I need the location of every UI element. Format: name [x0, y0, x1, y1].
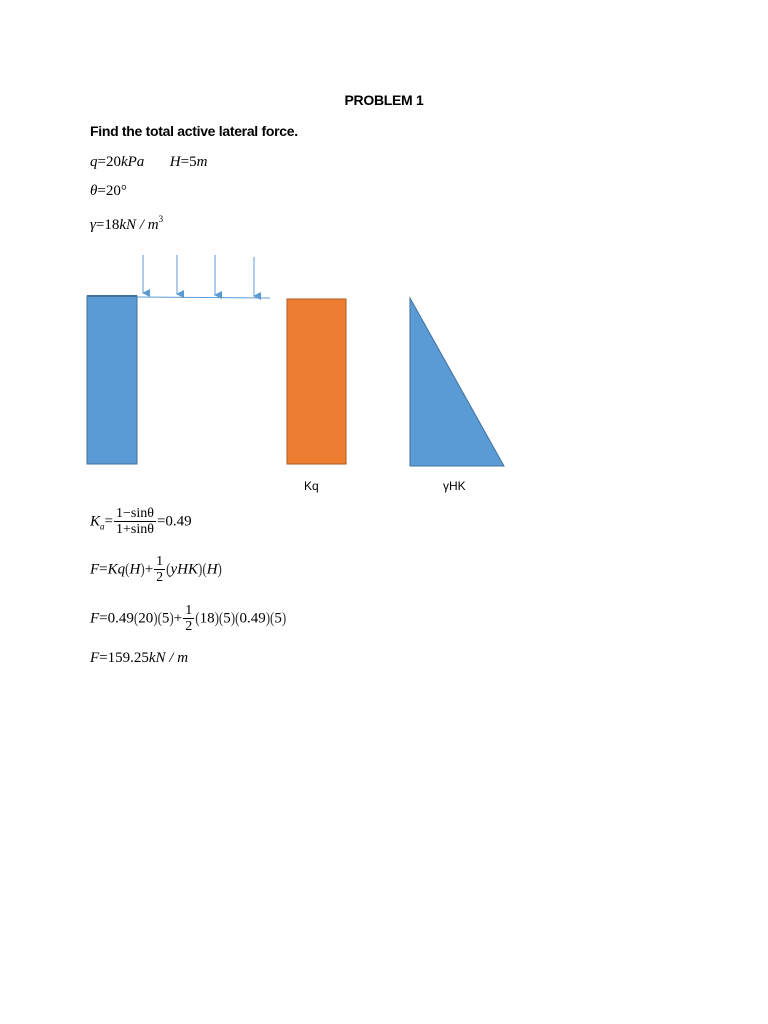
force-unit: kN / m: [148, 650, 189, 666]
force-result: F=159.25kN / m: [90, 650, 189, 666]
page-title: PROBLEM 1: [344, 92, 424, 108]
given-q-h: q=20kPa H=5m: [90, 154, 208, 170]
surface-line: [137, 297, 270, 298]
soil-pressure-triangle: [410, 298, 504, 466]
given-theta: θ=20°: [90, 183, 127, 199]
q-unit: kPa: [120, 154, 145, 170]
q-value: 20: [105, 154, 121, 170]
force-formula: F=Kq(H)+ $\frac{1}{2}$ (yHK)(H): [90, 554, 222, 585]
ka-equation: $K_a=$ $\frac{1-\sin\theta}{1+\sin\theta}$ =0.49: [90, 506, 192, 537]
gamma-value: 18: [104, 217, 120, 233]
wall-rectangle: [87, 296, 137, 464]
h-unit: m: [196, 154, 208, 170]
half-fraction: $\frac{1}{2}$: [156, 554, 164, 585]
force-substitution: F=0.49(20)(5)+ $\frac{1}{2}$ (18)(5)(0.49)(5): [90, 603, 287, 634]
theta-unit: °: [120, 183, 127, 199]
surcharge-pressure-rectangle: [287, 299, 346, 464]
theta-value: 20: [105, 183, 121, 199]
force-value: 159.25: [107, 650, 149, 666]
given-gamma: $\gamma=18kN / m^3$: [90, 214, 164, 233]
ka-result: =0.49: [156, 513, 192, 530]
kq-label: Kq: [304, 479, 319, 493]
half-fraction: $\frac{1}{2}$: [185, 603, 193, 634]
instruction: Find the total active lateral force.: [90, 123, 298, 139]
gamma-unit: kN / m: [119, 217, 159, 233]
h-value: 5: [189, 154, 197, 170]
ka-fraction: $\frac{1-\sin\theta}{1+\sin\theta}$: [115, 506, 154, 537]
yhk-label: γHK: [443, 479, 466, 493]
